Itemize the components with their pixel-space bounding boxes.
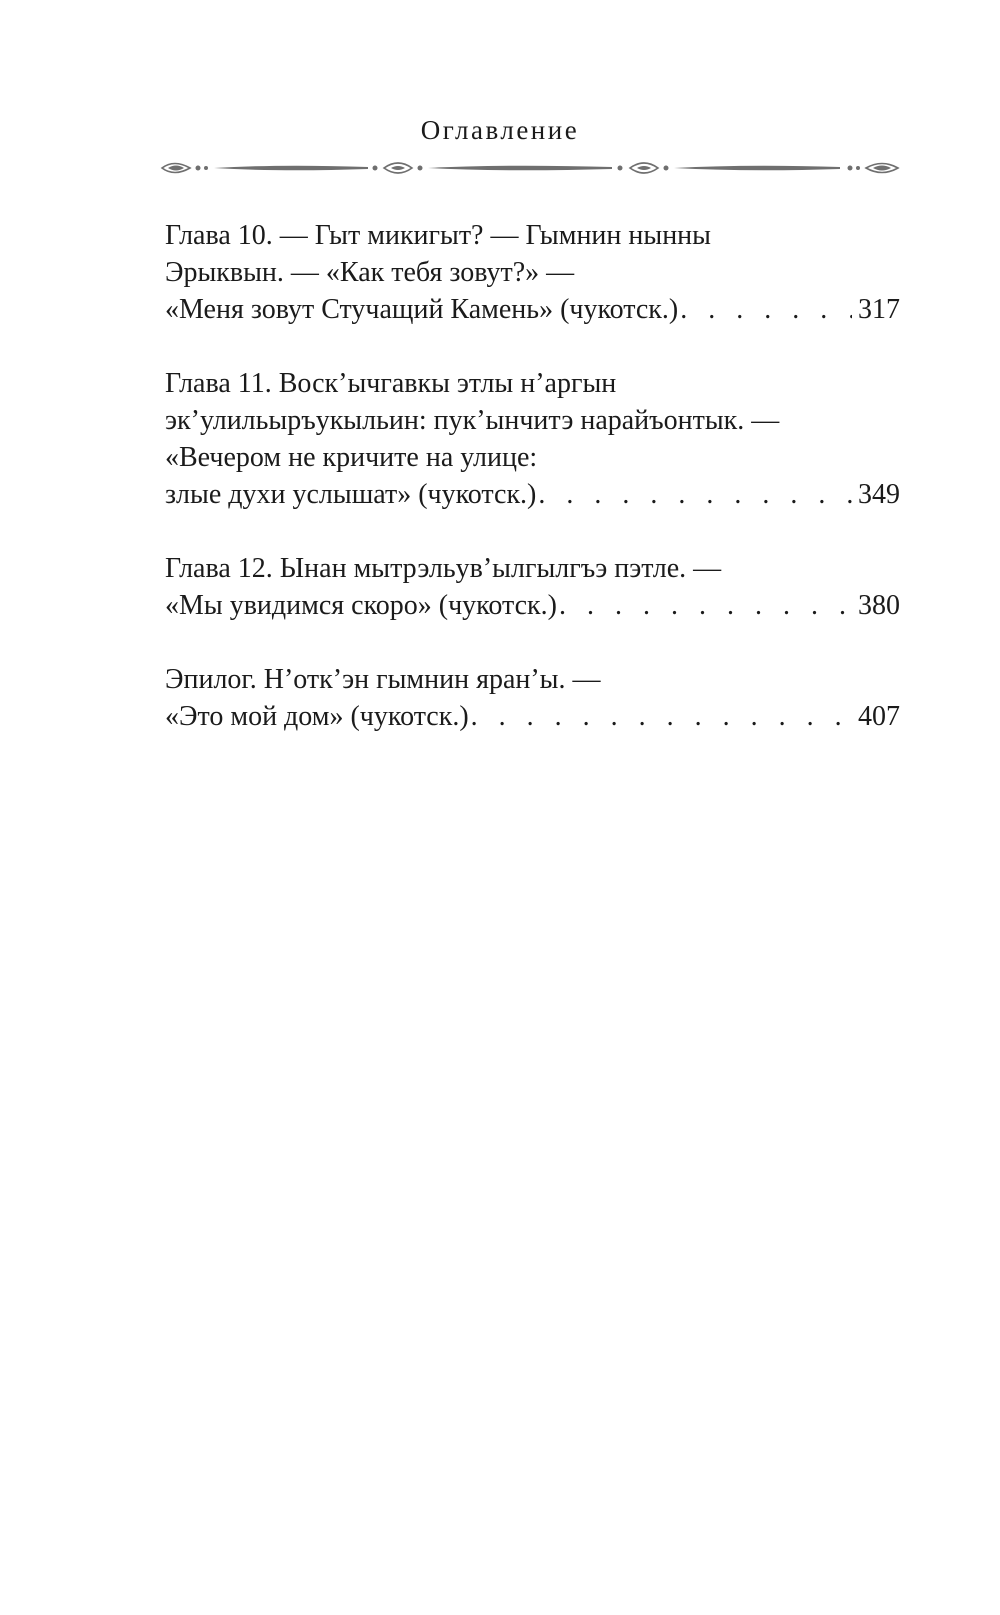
page-title: Оглавление [420,115,580,145]
toc-entry-last-line [165,476,900,513]
toc-entry-chapter-12[interactable] [165,550,900,624]
dot-leader [469,698,852,735]
toc-entry-epilogue[interactable] [165,661,900,735]
toc-entry-last-line [165,587,900,624]
dot-leader [678,291,852,328]
toc-entry-title-line: «Меня зовут Стучащий Камень» (чукотск.) [165,294,679,325]
toc-entry-last-line [165,291,900,328]
table-of-contents [165,217,900,772]
page-number: 349 [858,479,900,510]
decorative-divider-ornament [160,156,900,180]
toc-entry-chapter-10[interactable] [165,217,900,328]
page-number: 407 [858,701,900,732]
page-number: 380 [858,590,900,621]
toc-entry-title-line: Глава 12. Ынан мытрэльув’ылгылгъэ пэтле. — [165,553,722,584]
toc-entry-chapter-11[interactable] [165,365,900,513]
toc-entry-title-line: злые духи услышат» (чукотск.) [165,479,537,510]
toc-entry-title-line: «Мы увидимся скоро» (чукотск.) [165,590,557,621]
toc-entry-title-line: Эрыквын. — «Как тебя зовут?» — [165,257,575,288]
dot-leader [557,587,852,624]
toc-entry-title-line: Эпилог. Н’отк’эн гымнин яран’ы. — [165,664,601,695]
toc-entry-last-line [165,698,900,735]
toc-entry-title-line: «Вечером не кричите на улице: [165,442,538,473]
dot-leader [536,476,852,513]
toc-entry-title-line: Глава 10. — Гыт микигыт? — Гымнин нынны [165,220,711,251]
toc-entry-title-line: «Это мой дом» (чукотск.) [165,701,469,732]
toc-entry-title-line: эк’улильыръукыльин: пук’ынчитэ нарайъонтык. — [165,405,780,436]
page-number: 317 [858,294,900,325]
toc-entry-title-line: Глава 11. Воск’ычгавкы этлы н’аргын [165,368,617,399]
